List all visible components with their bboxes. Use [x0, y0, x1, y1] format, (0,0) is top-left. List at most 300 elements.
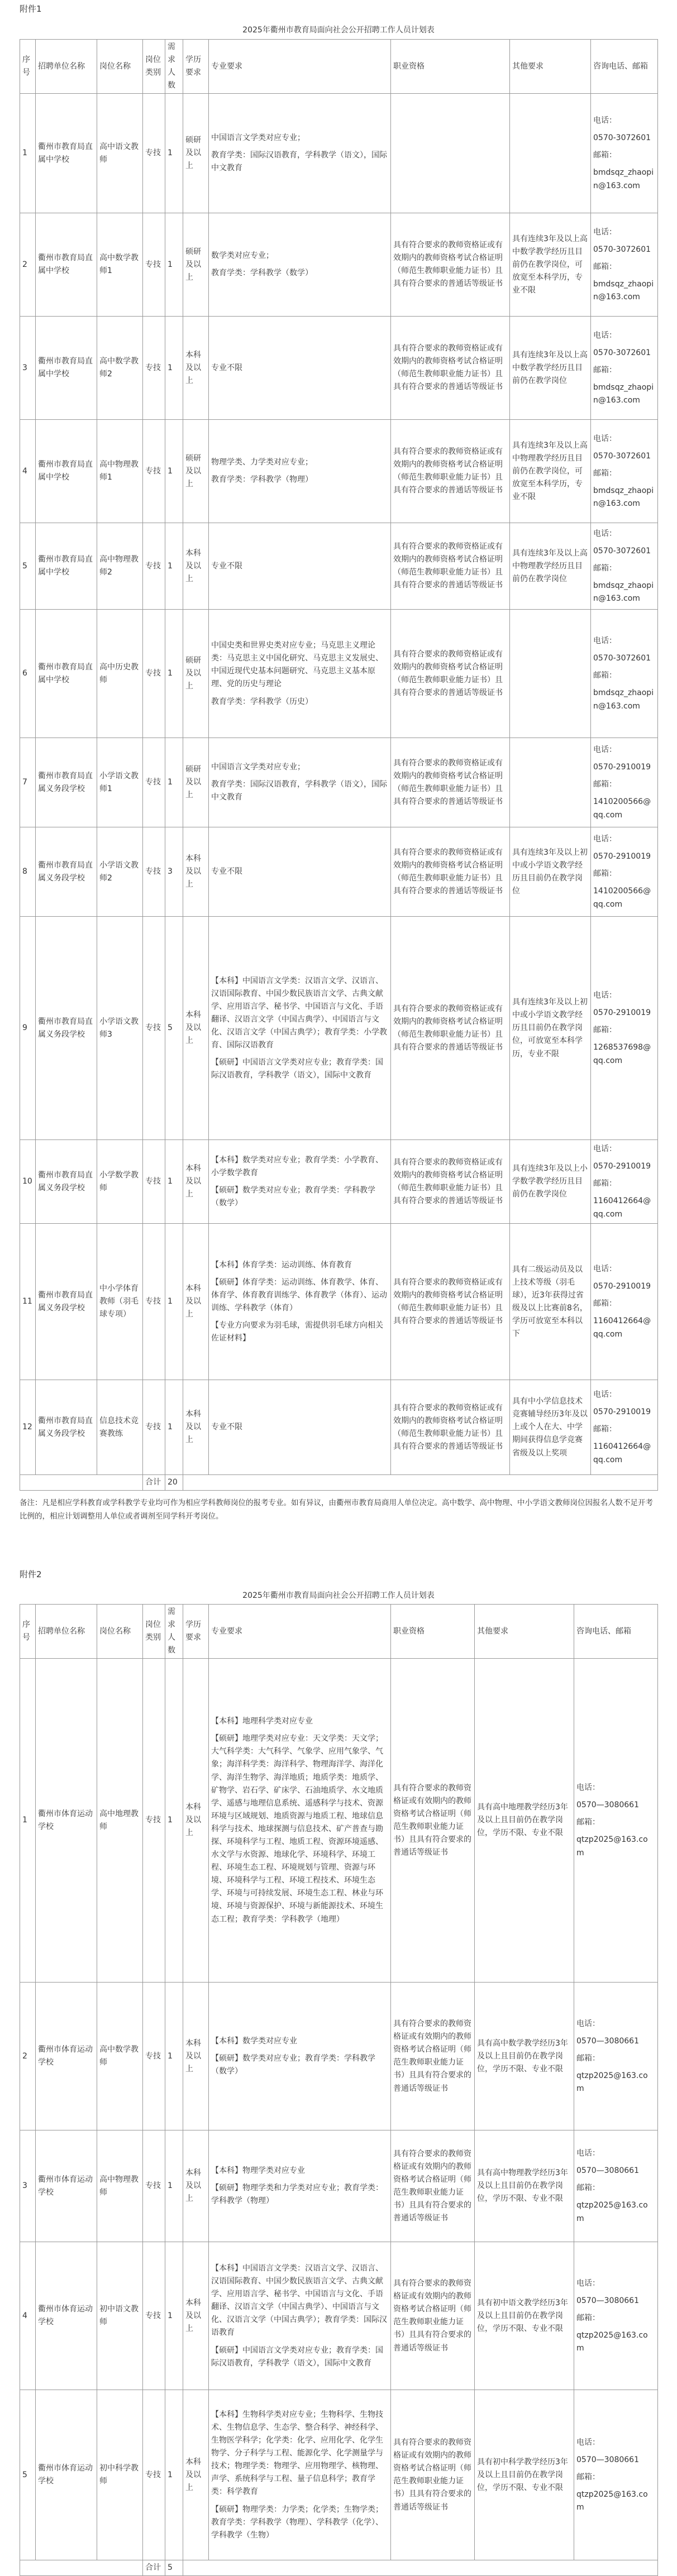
unit-name: 衢州市体育运动学校	[36, 2130, 97, 2242]
post-category: 专技	[143, 317, 165, 420]
qualification: 具有符合要求的教师资格证或有效期内的教师资格考试合格证明（师范生教师职业能力证书）且具有符合要求的普通话等级证书	[391, 1380, 510, 1475]
major-paragraph: 专业不限	[211, 867, 242, 877]
column-header: 序号	[20, 1605, 36, 1659]
major-paragraph: 【本科】中国语言文学类：汉语言文学、汉语言、汉语国际教育、中国少数民族语言文学、古典文献学、应用语言学、秘书学、中国语言与文化、手语翻译、汉语言文学（中国古典学）、中国语言与文化、汉语言文学（中国古典学）；教育学类：国际汉语教育	[211, 2264, 387, 2338]
row-number: 2	[20, 213, 36, 317]
column-header: 需求人数	[165, 1605, 183, 1659]
contact-line: 邮箱：	[576, 2472, 600, 2482]
post-name: 高中历史教师	[97, 610, 143, 738]
row-number: 6	[20, 610, 36, 738]
contact-line: 0570—3080661	[576, 2166, 639, 2176]
qualification: 具有符合要求的教师资格证或有效期内的教师资格考试合格证明（师范生教师职业能力证书）且具有符合要求的普通话等级证书	[391, 1224, 510, 1380]
contact-line: qtzp2025@163.com	[576, 2201, 648, 2223]
major-paragraph: 【本科】生物科学类对应专业；生物科学、生物技术、生物信息学、生态学、整合科学、神经科学、生物医学科学；化学类：化学、应用化学、化学生物学、分子科学与工程、能源化学、化学测量学与技术；物理学类：物理学、应用物理学、核物理、声学、系统科学与工程、量子信息科学；教育学类：科学教育	[211, 2410, 383, 2497]
post-category: 专技	[143, 1659, 165, 1983]
table-row	[20, 523, 658, 610]
qualification: 具有符合要求的教师资格证或有效期内的教师资格考试合格证明（师范生教师职业能力证书）且具有符合要求的普通话等级证书	[391, 1983, 475, 2130]
post-category: 专技	[143, 94, 165, 213]
contact-line: 0570-2910019	[593, 1162, 651, 1171]
contact-line: 0570-3072601	[593, 451, 651, 461]
major-paragraph: 【硕研】物理学类和力学类对应专业；教育学类：学科教学（物理）	[211, 2184, 383, 2206]
column-header: 岗位类别	[143, 1605, 165, 1659]
other-requirement: 具有连续3年及以上高中物理教学经历且目前仍在教学岗位	[510, 523, 591, 610]
post-name: 小学语文教师3	[97, 917, 143, 1140]
table-row	[20, 213, 658, 317]
major-paragraph: 【硕研】物理学类：力学类；化学类；生物学类；教育学类：学科教学（物理）、学科教学（化学）、学科教学（生物）	[211, 2505, 383, 2540]
total-spacer	[20, 2560, 143, 2576]
post-name: 信息技术竞赛教练	[97, 1380, 143, 1475]
annex1-table	[20, 39, 658, 1491]
contact-info	[591, 420, 658, 523]
row-number: 12	[20, 1380, 36, 1475]
major-paragraph: 【本科】体育学类：运动训练、体育教育	[211, 1260, 352, 1270]
qualification: 具有符合要求的教师资格证或有效期内的教师资格考试合格证明（师范生教师职业能力证书）且具有符合要求的普通话等级证书	[391, 827, 510, 917]
other-requirement: 具有二级运动员及以上技术等级（羽毛球），近3年获得过省级及以上比赛前8名，学历可放宽至本科以下	[510, 1224, 591, 1380]
annex1-note: 备注：凡是相应学科教育或学科教学专业均可作为相应学科教师岗位的报考专业。如有异议，由衢州市教育局商用人单位决定。高中数学、高中物理、中小学语文教师岗位因报名人数不足开考比例的，相应计划调整用人单位或者调剂至同学科开考岗位。	[20, 1498, 653, 1521]
column-header: 咨询电话、邮箱	[574, 1605, 658, 1659]
headcount: 1	[165, 94, 183, 213]
major-requirement	[209, 2242, 391, 2390]
contact-info	[591, 94, 658, 213]
major-requirement	[209, 2390, 391, 2560]
headcount: 1	[165, 1983, 183, 2130]
major-requirement	[209, 523, 391, 610]
other-requirement	[510, 94, 591, 213]
major-requirement	[209, 738, 391, 827]
row-number: 2	[20, 1983, 36, 2130]
major-paragraph: 【硕研】体育学类：运动训练、体育教学、体育、体育学、体育教育训练学、体育教学（体育）、运动训练、学科教学（体育）	[211, 1277, 387, 1313]
contact-line: 电话：	[593, 835, 617, 844]
post-name: 高中语文教师	[97, 94, 143, 213]
unit-name: 衢州市体育运动学校	[36, 2390, 97, 2560]
total-spacer	[183, 2560, 658, 2576]
other-requirement: 具有初中语文教学经历3年及以上且目前仍在教学岗位，学历不限、专业不限	[475, 2242, 574, 2390]
contact-line: 邮箱：	[593, 262, 617, 271]
major-paragraph: 【硕研】数学类对应专业；教育学类：学科教学（数学）	[211, 1185, 375, 1208]
headcount: 1	[165, 523, 183, 610]
other-requirement: 具有高中物理教学经历3年及以上且目前仍在教学岗位，学历不限、专业不限	[475, 2130, 574, 2242]
row-number: 4	[20, 2242, 36, 2390]
headcount: 1	[165, 2130, 183, 2242]
post-name: 小学语文教师2	[97, 827, 143, 917]
major-requirement	[209, 1140, 391, 1224]
major-paragraph: 【本科】数学类对应专业；教育学类：小学教育、小学数学教育	[211, 1155, 383, 1177]
contact-info	[574, 1983, 658, 2130]
education-requirement: 本科及以上	[183, 2130, 209, 2242]
row-number: 1	[20, 1659, 36, 1983]
post-category: 专技	[143, 917, 165, 1140]
contact-line: qtzp2025@163.com	[576, 2330, 648, 2353]
unit-name: 衢州市体育运动学校	[36, 2242, 97, 2390]
major-paragraph: 【硕研】中国语言文学类对应专业；教育学类：国际汉语教育，学科教学（语文），国际中文教育	[211, 1058, 383, 1080]
contact-line: 邮箱：	[593, 671, 617, 681]
contact-line: 电话：	[593, 434, 617, 443]
education-requirement: 本科及以上	[183, 1659, 209, 1983]
total-label: 合计	[143, 1475, 165, 1491]
major-paragraph: 【硕研】地理学类对应专业：天文学类：天文学；大气科学类：大气科学、气象学、应用气象学、气象；海洋科学类：海洋科学、物理海洋学、海洋化学、海洋生物学、海洋地质；地质学类：地质学、矿物学、岩石学、矿床学、石油地质学、水文地质学、遥感与地理信息系统、遥感科学与技术、资源环境与区域规划、地质资源与地质工程、地球信息科学与技术、地球探测与信息技术、矿产普查与勘探、环境科学与工程、地质工程、资源环境遥感、水文学与水资源、地球化学、环境科学、环境工程、环境生态工程、环境规划与管理、资源与环境、环境科学与工程、环境工程技术、环境生态学、环境与可持续发展、环境生态工程、林业与环境、环境与资源保护、环境与新能源技术、环境生态工程；教育学类：学科教学（地理）	[211, 1734, 383, 1924]
column-header: 需求人数	[165, 40, 183, 94]
unit-name: 衢州市教育局直属中学校	[36, 420, 97, 523]
row-number: 4	[20, 420, 36, 523]
table-row	[20, 1380, 658, 1475]
column-header: 招聘单位名称	[36, 1605, 97, 1659]
row-number: 10	[20, 1140, 36, 1224]
post-category: 专技	[143, 610, 165, 738]
major-requirement	[209, 317, 391, 420]
major-requirement	[209, 827, 391, 917]
table-row	[20, 2242, 658, 2390]
contact-info	[574, 2130, 658, 2242]
contact-line: 0570-3072601	[593, 654, 651, 663]
column-header: 专业要求	[209, 1605, 391, 1659]
annex2-table	[20, 1604, 658, 2576]
contact-info	[574, 2390, 658, 2560]
contact-line: 电话：	[593, 745, 617, 755]
education-requirement: 硕研及以上	[183, 420, 209, 523]
column-header: 专业要求	[209, 40, 391, 94]
major-requirement	[209, 420, 391, 523]
post-name: 小学数学教师	[97, 1140, 143, 1224]
qualification: 具有符合要求的教师资格证或有效期内的教师资格考试合格证明（师范生教师职业能力证书）且具有符合要求的普通话等级证书	[391, 420, 510, 523]
post-name: 高中物理教师1	[97, 420, 143, 523]
table-row	[20, 610, 658, 738]
education-requirement: 本科及以上	[183, 317, 209, 420]
education-requirement: 本科及以上	[183, 523, 209, 610]
major-paragraph: 【本科】数学类对应专业	[211, 2036, 297, 2046]
contact-info	[574, 1659, 658, 1983]
contact-line: 1410200566@qq.com	[593, 887, 651, 909]
headcount: 1	[165, 317, 183, 420]
contact-line: 电话：	[576, 2019, 600, 2028]
contact-line: 电话：	[593, 1390, 617, 1400]
post-name: 初中语文教师	[97, 2242, 143, 2390]
contact-line: 电话：	[593, 1265, 617, 1274]
qualification: 具有符合要求的教师资格证或有效期内的教师资格考试合格证明（师范生教师职业能力证书）且具有符合要求的普通话等级证书	[391, 2390, 475, 2560]
table-row	[20, 917, 658, 1140]
major-requirement	[209, 610, 391, 738]
contact-line: 邮箱：	[593, 365, 617, 375]
contact-info	[591, 827, 658, 917]
education-requirement: 本科及以上	[183, 827, 209, 917]
major-requirement	[209, 1224, 391, 1380]
row-number: 3	[20, 317, 36, 420]
qualification: 具有符合要求的教师资格证或有效期内的教师资格考试合格证明（师范生教师职业能力证书）且具有符合要求的普通话等级证书	[391, 213, 510, 317]
other-requirement: 具有连续3年及以上高中物理教学经历且目前仍在教学岗位，可放宽至本科学历，专业不限	[510, 420, 591, 523]
contact-line: 邮箱：	[593, 1299, 617, 1309]
contact-line: 1268537698@qq.com	[593, 1043, 651, 1065]
contact-line: qtzp2025@163.com	[576, 2071, 648, 2094]
major-paragraph: 专业不限	[211, 1423, 242, 1432]
post-category: 专技	[143, 523, 165, 610]
other-requirement: 具有初中科学教学经历3年及以上且目前仍在教学岗位，学历不限、专业不限	[475, 2390, 574, 2560]
total-spacer	[20, 1475, 143, 1491]
post-name: 小学语文教师1	[97, 738, 143, 827]
major-paragraph: 专业不限	[211, 363, 242, 372]
unit-name: 衢州市教育局直属义务段学校	[36, 917, 97, 1140]
contact-line: bmdsqz_zhaopin@163.com	[593, 688, 654, 711]
education-requirement: 本科及以上	[183, 2390, 209, 2560]
total-count: 5	[165, 2560, 183, 2576]
annex1-header-row	[20, 40, 658, 94]
contact-info	[591, 213, 658, 317]
contact-line: 电话：	[576, 1783, 600, 1793]
row-number: 9	[20, 917, 36, 1140]
table-row	[20, 827, 658, 917]
row-number: 5	[20, 523, 36, 610]
major-paragraph: 中国语言文学类对应专业；	[211, 763, 305, 772]
major-requirement	[209, 1380, 391, 1475]
other-requirement: 具有连续3年及以上高中数学教学经历且目前仍在教学岗位	[510, 317, 591, 420]
education-requirement: 本科及以上	[183, 1140, 209, 1224]
contact-line: 0570-3072601	[593, 245, 651, 254]
column-header: 职业资格	[391, 40, 510, 94]
contact-line: 电话：	[593, 529, 617, 538]
unit-name: 衢州市体育运动学校	[36, 1659, 97, 1983]
contact-line: 邮箱：	[593, 1425, 617, 1434]
headcount: 1	[165, 1380, 183, 1475]
table-row	[20, 2130, 658, 2242]
headcount: 1	[165, 2242, 183, 2390]
major-paragraph: 【本科】地理科学类对应专业	[211, 1717, 313, 1726]
contact-line: 电话：	[593, 227, 617, 237]
major-paragraph: 数学类对应专业；	[211, 251, 274, 261]
contact-info	[591, 317, 658, 420]
other-requirement: 具有连续3年及以上初中或小学语文教学经历且目前仍在教学岗位	[510, 827, 591, 917]
contact-line: 1160412664@qq.com	[593, 1316, 651, 1339]
qualification: 具有符合要求的教师资格证或有效期内的教师资格考试合格证明（师范生教师职业能力证书）且具有符合要求的普通话等级证书	[391, 523, 510, 610]
table-row	[20, 94, 658, 213]
contact-line: bmdsqz_zhaopin@163.com	[593, 581, 654, 604]
major-paragraph: 【本科】中国语言文学类：汉语言文学、汉语言、汉语国际教育、中国少数民族语言文学、古典文献学、应用语言学、秘书学、中国语言与文化、手语翻译、汉语言文学（中国古典学）、中国语言与文化、汉语言文学（中国古典学）；教育学类：小学教育、国际汉语教育	[211, 976, 387, 1050]
contact-line: 电话：	[576, 2438, 600, 2447]
major-paragraph: 物理学类、力学类对应专业；	[211, 458, 313, 467]
contact-line: 0570-3072601	[593, 348, 651, 357]
contact-line: 1410200566@qq.com	[593, 797, 651, 820]
unit-name: 衢州市教育局直属中学校	[36, 213, 97, 317]
qualification: 具有符合要求的教师资格证或有效期内的教师资格考试合格证明（师范生教师职业能力证书）且具有符合要求的普通话等级证书	[391, 1140, 510, 1224]
major-paragraph: 【硕研】中国语言文学类对应专业；教育学类：国际汉语教育，学科教学（语文），国际中文教育	[211, 2345, 383, 2368]
post-name: 高中物理教师2	[97, 523, 143, 610]
total-count: 20	[165, 1475, 183, 1491]
major-paragraph: 【专业方向要求为羽毛球，需提供羽毛球方向相关佐证材料】	[211, 1320, 383, 1343]
qualification: 具有符合要求的教师资格证或有效期内的教师资格考试合格证明（师范生教师职业能力证书）且具有符合要求的普通话等级证书	[391, 2242, 475, 2390]
education-requirement: 本科及以上	[183, 1224, 209, 1380]
major-paragraph: 教育学类：国际汉语教育，学科教学（语文），国际中文教育	[211, 780, 387, 802]
annex1-label: 附件1	[20, 4, 42, 14]
unit-name: 衢州市教育局直属中学校	[36, 317, 97, 420]
post-category: 专技	[143, 1224, 165, 1380]
post-category: 专技	[143, 827, 165, 917]
post-category: 专技	[143, 2390, 165, 2560]
contact-line: bmdsqz_zhaopin@163.com	[593, 168, 654, 190]
contact-line: 电话：	[593, 636, 617, 646]
headcount: 1	[165, 213, 183, 317]
post-name: 高中数学教师2	[97, 317, 143, 420]
contact-info	[591, 523, 658, 610]
qualification: 具有符合要求的教师资格证或有效期内的教师资格考试合格证明（师范生教师职业能力证书）且具有符合要求的普通话等级证书	[391, 2130, 475, 2242]
total-row	[20, 2560, 658, 2576]
post-name: 高中地理教师	[97, 1659, 143, 1983]
post-name: 中小学体育教师（羽毛球专项）	[97, 1224, 143, 1380]
annex2-title: 2025年衢州市教育局面向社会公开招聘工作人员计划表	[242, 1591, 435, 1600]
contact-info	[591, 917, 658, 1140]
qualification: 具有符合要求的教师资格证或有效期内的教师资格考试合格证明（师范生教师职业能力证书）且具有符合要求的普通话等级证书	[391, 738, 510, 827]
major-paragraph: 中国语言文学类对应专业；	[211, 133, 305, 143]
unit-name: 衢州市教育局直属义务段学校	[36, 827, 97, 917]
post-name: 高中数学教师	[97, 1983, 143, 2130]
total-label: 合计	[143, 2560, 165, 2576]
contact-line: 邮箱：	[576, 2053, 600, 2063]
education-requirement: 硕研及以上	[183, 738, 209, 827]
table-row	[20, 1140, 658, 1224]
contact-line: 0570-3072601	[593, 133, 651, 143]
post-name: 初中科学教师	[97, 2390, 143, 2560]
unit-name: 衢州市教育局直属中学校	[36, 523, 97, 610]
column-header: 职业资格	[391, 1605, 475, 1659]
column-header: 招聘单位名称	[36, 40, 97, 94]
column-header: 其他要求	[510, 40, 591, 94]
headcount: 1	[165, 1224, 183, 1380]
unit-name: 衢州市教育局直属中学校	[36, 94, 97, 213]
education-requirement: 本科及以上	[183, 1983, 209, 2130]
headcount: 1	[165, 2390, 183, 2560]
table-row	[20, 738, 658, 827]
contact-line: 0570-3072601	[593, 546, 651, 556]
education-requirement: 本科及以上	[183, 917, 209, 1140]
education-requirement: 硕研及以上	[183, 213, 209, 317]
other-requirement: 具有高中数学教学经历3年及以上且目前仍在教学岗位，学历不限、专业不限	[475, 1983, 574, 2130]
major-requirement	[209, 94, 391, 213]
contact-line: 0570-2910019	[593, 1282, 651, 1291]
contact-line: 电话：	[593, 331, 617, 340]
major-paragraph: 教育学类：学科教学（数学）	[211, 269, 313, 278]
contact-line: 电话：	[593, 1145, 617, 1154]
contact-line: 邮箱：	[576, 1818, 600, 1827]
table-row	[20, 420, 658, 523]
major-requirement	[209, 917, 391, 1140]
major-requirement	[209, 213, 391, 317]
contact-info	[591, 610, 658, 738]
contact-info	[591, 1224, 658, 1380]
table-row	[20, 1659, 658, 1983]
contact-line: bmdsqz_zhaopin@163.com	[593, 382, 654, 405]
annex1-title: 2025年衢州市教育局面向社会公开招聘工作人员计划表	[242, 26, 435, 35]
education-requirement: 硕研及以上	[183, 94, 209, 213]
unit-name: 衢州市体育运动学校	[36, 1983, 97, 2130]
contact-info	[574, 2242, 658, 2390]
total-row	[20, 1475, 658, 1491]
contact-info	[591, 1380, 658, 1475]
contact-line: qtzp2025@163.com	[576, 2489, 648, 2512]
table-row	[20, 1224, 658, 1380]
contact-line: 电话：	[593, 991, 617, 1000]
column-header: 岗位类别	[143, 40, 165, 94]
contact-line: 邮箱：	[593, 869, 617, 879]
headcount: 1	[165, 1140, 183, 1224]
contact-line: 邮箱：	[593, 151, 617, 160]
post-name: 高中物理教师	[97, 2130, 143, 2242]
contact-line: 邮箱：	[576, 2184, 600, 2193]
other-requirement	[510, 738, 591, 827]
other-requirement	[510, 610, 591, 738]
unit-name: 衢州市教育局直属义务段学校	[36, 1380, 97, 1475]
headcount: 5	[165, 917, 183, 1140]
other-requirement: 具有中小学信息技术竞赛辅导经历3年及以上或个人在大、中学期间获得信息学竞赛省级及以上奖项	[510, 1380, 591, 1475]
post-category: 专技	[143, 1380, 165, 1475]
major-requirement	[209, 2130, 391, 2242]
column-header: 学历要求	[183, 1605, 209, 1659]
column-header: 其他要求	[475, 1605, 574, 1659]
post-category: 专技	[143, 1983, 165, 2130]
contact-line: 邮箱：	[593, 780, 617, 789]
major-paragraph: 教育学类：学科教学（历史）	[211, 697, 313, 706]
post-name: 高中数学教师1	[97, 213, 143, 317]
contact-line: 0570—3080661	[576, 2455, 639, 2464]
unit-name: 衢州市教育局直属义务段学校	[36, 1140, 97, 1224]
other-requirement: 具有连续3年及以上高中数学教学经历且目前仍在教学岗位，可放宽至本科学历，专业不限	[510, 213, 591, 317]
unit-name: 衢州市教育局直属中学校	[36, 610, 97, 738]
table-row	[20, 2390, 658, 2560]
contact-line: 电话：	[576, 2149, 600, 2158]
unit-name: 衢州市教育局直属义务段学校	[36, 738, 97, 827]
contact-line: 邮箱：	[593, 563, 617, 573]
column-header: 学历要求	[183, 40, 209, 94]
other-requirement: 具有连续3年及以上初中或小学语文教学经历且目前仍在教学岗位，可放宽至本科学历，专业不限	[510, 917, 591, 1140]
major-paragraph: 【本科】物理学类对应专业	[211, 2166, 305, 2176]
column-header: 岗位名称	[97, 1605, 143, 1659]
major-paragraph: 中国史类和世界史类对应专业；马克思主义理论类：马克思主义中国化研究、马克思主义发展史、中国近现代史基本问题研究、马克思主义基本原理、党的历史与理论	[211, 641, 383, 689]
contact-line: 1160412664@qq.com	[593, 1442, 651, 1464]
contact-line: 邮箱：	[593, 1179, 617, 1189]
education-requirement: 本科及以上	[183, 2242, 209, 2390]
post-category: 专技	[143, 738, 165, 827]
post-category: 专技	[143, 213, 165, 317]
table-row	[20, 1983, 658, 2130]
headcount: 1	[165, 738, 183, 827]
contact-line: 电话：	[593, 116, 617, 126]
education-requirement: 硕研及以上	[183, 610, 209, 738]
column-header: 岗位名称	[97, 40, 143, 94]
headcount: 1	[165, 420, 183, 523]
post-category: 专技	[143, 420, 165, 523]
contact-line: 0570-2910019	[593, 1407, 651, 1417]
annex2-label: 附件2	[20, 1569, 42, 1579]
total-spacer	[183, 1475, 658, 1491]
major-paragraph: 教育学类：国际汉语教育，学科教学（语文），国际中文教育	[211, 151, 387, 173]
row-number: 3	[20, 2130, 36, 2242]
contact-line: 0570—3080661	[576, 1801, 639, 1810]
qualification: 具有符合要求的教师资格证或有效期内的教师资格考试合格证明（师范生教师职业能力证书）且具有符合要求的普通话等级证书	[391, 610, 510, 738]
row-number: 7	[20, 738, 36, 827]
qualification: 具有符合要求的教师资格证或有效期内的教师资格考试合格证明（师范生教师职业能力证书）且具有符合要求的普通话等级证书	[391, 1659, 475, 1983]
table-row	[20, 317, 658, 420]
qualification: 具有符合要求的教师资格证或有效期内的教师资格考试合格证明（师范生教师职业能力证书）且具有符合要求的普通话等级证书	[391, 917, 510, 1140]
row-number: 8	[20, 827, 36, 917]
other-requirement: 具有高中地理教学经历3年及以上且目前仍在教学岗位，学历不限、专业不限	[475, 1659, 574, 1983]
contact-line: 邮箱：	[576, 2313, 600, 2323]
qualification	[391, 94, 510, 213]
other-requirement: 具有连续3年及以上小学数学教学经历且目前仍在教学岗位	[510, 1140, 591, 1224]
contact-info	[591, 1140, 658, 1224]
contact-info	[591, 738, 658, 827]
contact-line: bmdsqz_zhaopin@163.com	[593, 279, 654, 302]
headcount: 3	[165, 827, 183, 917]
major-requirement	[209, 1659, 391, 1983]
column-header: 咨询电话、邮箱	[591, 40, 658, 94]
major-requirement	[209, 1983, 391, 2130]
headcount: 1	[165, 1659, 183, 1983]
contact-line: 0570-2910019	[593, 1008, 651, 1018]
